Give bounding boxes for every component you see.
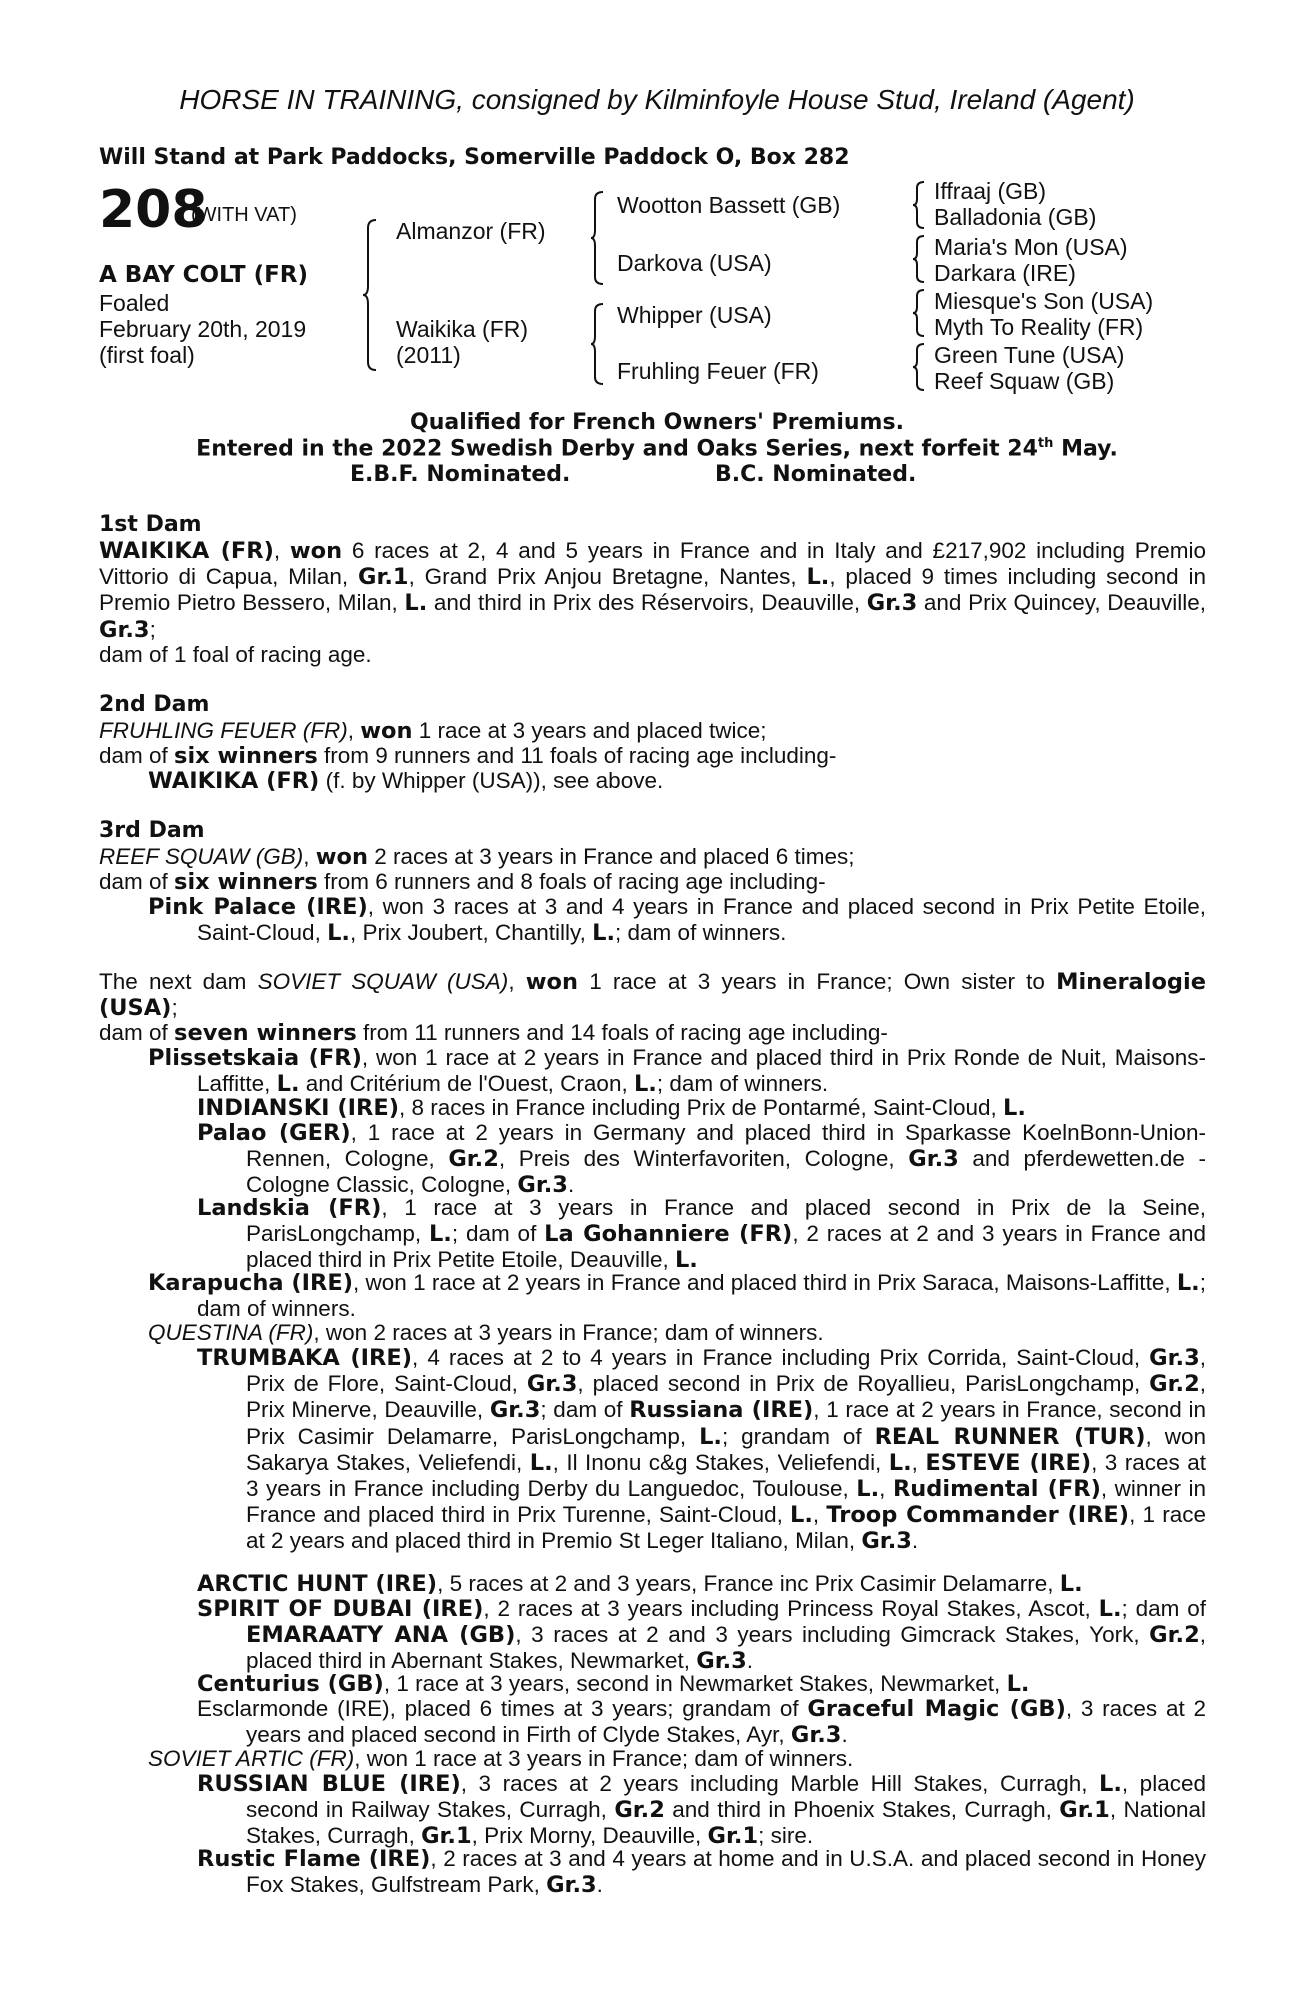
page-title: HORSE IN TRAINING, consigned by Kilminfoyle House Stud, Ireland (Agent)	[179, 84, 1135, 115]
progeny-questina: QUESTINA (FR), won 2 races at 3 years in France; dam of winners.	[148, 1320, 824, 1345]
pedigree-brace-ss	[912, 180, 928, 230]
ebf-note: E.B.F. Nominated.	[350, 462, 571, 487]
dds: Green Tune (USA)	[934, 342, 1125, 368]
next-dam-produce: dam of seven winners from 11 runners and 14 foals of racing age including-	[99, 1020, 888, 1046]
pedigree-brace-ds	[912, 288, 928, 338]
second-dam-produce: dam of six winners from 9 runners and 11 foals of racing age including-	[99, 743, 837, 769]
second-dam-heading: 2nd Dam	[99, 692, 210, 717]
pedigree-brace-dam	[590, 302, 606, 386]
ddd: Reef Squaw (GB)	[934, 368, 1115, 394]
sdd: Darkara (IRE)	[934, 260, 1076, 286]
dss: Miesque's Son (USA)	[934, 288, 1154, 314]
progeny-plissetskaia: Plissetskaia (FR), won 1 race at 2 years in France and placed third in Prix Ronde de Nuit, Maisons-Laffitte, L. and Critérium de l'Ouest, Craon, L.; dam of winners.	[148, 1045, 1206, 1098]
sire-sire: Wootton Bassett (GB)	[617, 192, 841, 218]
sire: Almanzor (FR)	[396, 218, 546, 244]
bc-note: B.C. Nominated.	[715, 462, 917, 487]
foaled-note: (first foal)	[99, 342, 195, 368]
next-dam-lead: The next dam SOVIET SQUAW (USA), won 1 race at 3 years in France; Own sister to Mineralogie (USA);	[99, 969, 1206, 1022]
premiums-note: Qualified for French Owners' Premiums.	[410, 410, 904, 435]
pedigree-brace-sd	[912, 234, 928, 284]
third-dam-lead: REEF SQUAW (GB), won 2 races at 3 years in France and placed 6 times;	[99, 844, 855, 870]
progeny-centurius: Centurius (GB), 1 race at 3 years, second in Newmarket Stakes, Newmarket, L.	[197, 1671, 1030, 1697]
dsd: Myth To Reality (FR)	[934, 314, 1144, 340]
dam: Waikika (FR)	[396, 316, 529, 342]
derby-note: Entered in the 2022 Swedish Derby and Oaks Series, next forfeit 24th May.	[196, 436, 1118, 462]
progeny-spirit-of-dubai: SPIRIT OF DUBAI (IRE), 2 races at 3 years including Princess Royal Stakes, Ascot, L.; dam of EMARAATY ANA (GB), 3 races at 2 and 3 years including Gimcrack Stakes, York, Gr.2, placed third in Abernant Stakes, Newmarket, Gr.3.	[197, 1596, 1206, 1675]
pedigree-brace-sire	[590, 190, 606, 286]
ssd: Balladonia (GB)	[934, 204, 1097, 230]
progeny-rustic-flame: Rustic Flame (IRE), 2 races at 3 and 4 years at home and in U.S.A. and placed second in Honey Fox Stakes, Gulfstream Park, Gr.3.	[197, 1846, 1206, 1899]
pedigree-brace-dd	[912, 342, 928, 392]
progeny-indianski: INDIANSKI (IRE), 8 races in France including Prix de Pontarmé, Saint-Cloud, L.	[197, 1095, 1026, 1121]
lot-number: 208	[99, 180, 208, 240]
horse-name: A BAY COLT (FR)	[99, 262, 309, 288]
vat-note: (WITH VAT)	[191, 204, 297, 226]
dam-dam: Fruhling Feuer (FR)	[617, 358, 819, 384]
second-dam-progeny: WAIKIKA (FR) (f. by Whipper (USA)), see above.	[148, 768, 664, 794]
third-dam-produce: dam of six winners from 6 runners and 8 foals of racing age including-	[99, 869, 826, 895]
dam-year: (2011)	[396, 342, 461, 368]
second-dam-lead: FRUHLING FEUER (FR), won 1 race at 3 years and placed twice;	[99, 718, 767, 744]
progeny-russian-blue: RUSSIAN BLUE (IRE), 3 races at 2 years including Marble Hill Stakes, Curragh, L., placed second in Railway Stakes, Curragh, Gr.2 and third in Phoenix Stakes, Curragh, Gr.1, National Stakes, Curragh, Gr.1, Prix Morny, Deauville, Gr.1; sire.	[197, 1771, 1207, 1850]
progeny-landskia: Landskia (FR), 1 race at 3 years in France and placed second in Prix de la Seine, ParisLongchamp, L.; dam of La Gohanniere (FR), 2 races at 2 and 3 years in France and placed third in Prix Petite Etoile, Deauville, L.	[197, 1195, 1206, 1274]
first-dam-lead: WAIKIKA (FR), won 6 races at 2, 4 and 5 years in France and in Italy and £217,902 including Premio Vittorio di Capua, Milan, Gr.1, Grand Prix Anjou Bretagne, Nantes, L., placed 9 times including second in Premio Pietro Bessero, Milan, L. and third in Prix des Réservoirs, Deauville, Gr.3 and Prix Quincey, Deauville, Gr.3;	[99, 538, 1207, 643]
third-dam-progeny: Pink Palace (IRE), won 3 races at 3 and 4 years in France and placed second in Prix Petite Etoile, Saint-Cloud, L., Prix Joubert, Chantilly, L.; dam of winners.	[148, 894, 1207, 947]
sds: Maria's Mon (USA)	[934, 234, 1128, 260]
pedigree-brace-main	[362, 218, 380, 372]
sire-dam: Darkova (USA)	[617, 250, 772, 276]
progeny-karapucha: Karapucha (IRE), won 1 race at 2 years in France and placed third in Prix Saraca, Maisons-Laffitte, L.; dam of winners.	[148, 1270, 1206, 1322]
first-dam-damline: dam of 1 foal of racing age.	[99, 642, 372, 667]
progeny-arctic-hunt: ARCTIC HUNT (IRE), 5 races at 2 and 3 years, France inc Prix Casimir Delamarre, L.	[197, 1571, 1083, 1597]
first-dam-heading: 1st Dam	[99, 512, 202, 537]
dam-sire: Whipper (USA)	[617, 302, 772, 328]
sss: Iffraaj (GB)	[934, 178, 1047, 204]
foaled-date: February 20th, 2019	[99, 316, 307, 342]
third-dam-heading: 3rd Dam	[99, 818, 205, 843]
progeny-palao: Palao (GER), 1 race at 2 years in Germany and placed third in Sparkasse KoelnBonn-Union-Rennen, Cologne, Gr.2, Preis des Winterfavoriten, Cologne, Gr.3 and pferdewetten.de - Cologne Classic, Cologne, Gr.3.	[197, 1120, 1207, 1199]
progeny-soviet-artic: SOVIET ARTIC (FR), won 1 race at 3 years in France; dam of winners.	[148, 1746, 854, 1771]
foaled-label: Foaled	[99, 290, 170, 316]
stand-location: Will Stand at Park Paddocks, Somerville Paddock O, Box 282	[99, 145, 850, 170]
progeny-esclarmonde: Esclarmonde (IRE), placed 6 times at 3 years; grandam of Graceful Magic (GB), 3 races at 2 years and placed second in Firth of Clyde Stakes, Ayr, Gr.3.	[197, 1696, 1206, 1749]
progeny-trumbaka: TRUMBAKA (IRE), 4 races at 2 to 4 years in France including Prix Corrida, Saint-Cloud, Gr.3, Prix de Flore, Saint-Cloud, Gr.3, placed second in Prix de Royallieu, ParisLongchamp, Gr.2, Prix Minerve, Deauville, Gr.3; dam of Russiana (IRE), 1 race at 2 years in France, second in Prix Casimir Delamarre, ParisLongchamp, L.; grandam of REAL RUNNER (TUR), won Sakarya Stakes, Veliefendi, L., Il Inonu c&g Stakes, Veliefendi, L., ESTEVE (IRE), 3 races at 3 years in France including Derby du Languedoc, Toulouse, L., Rudimental (FR), winner in France and placed third in Prix Turenne, Saint-Cloud, L., Troop Commander (IRE), 1 race at 2 years and placed third in Premio St Leger Italiano, Milan, Gr.3.	[197, 1345, 1206, 1555]
